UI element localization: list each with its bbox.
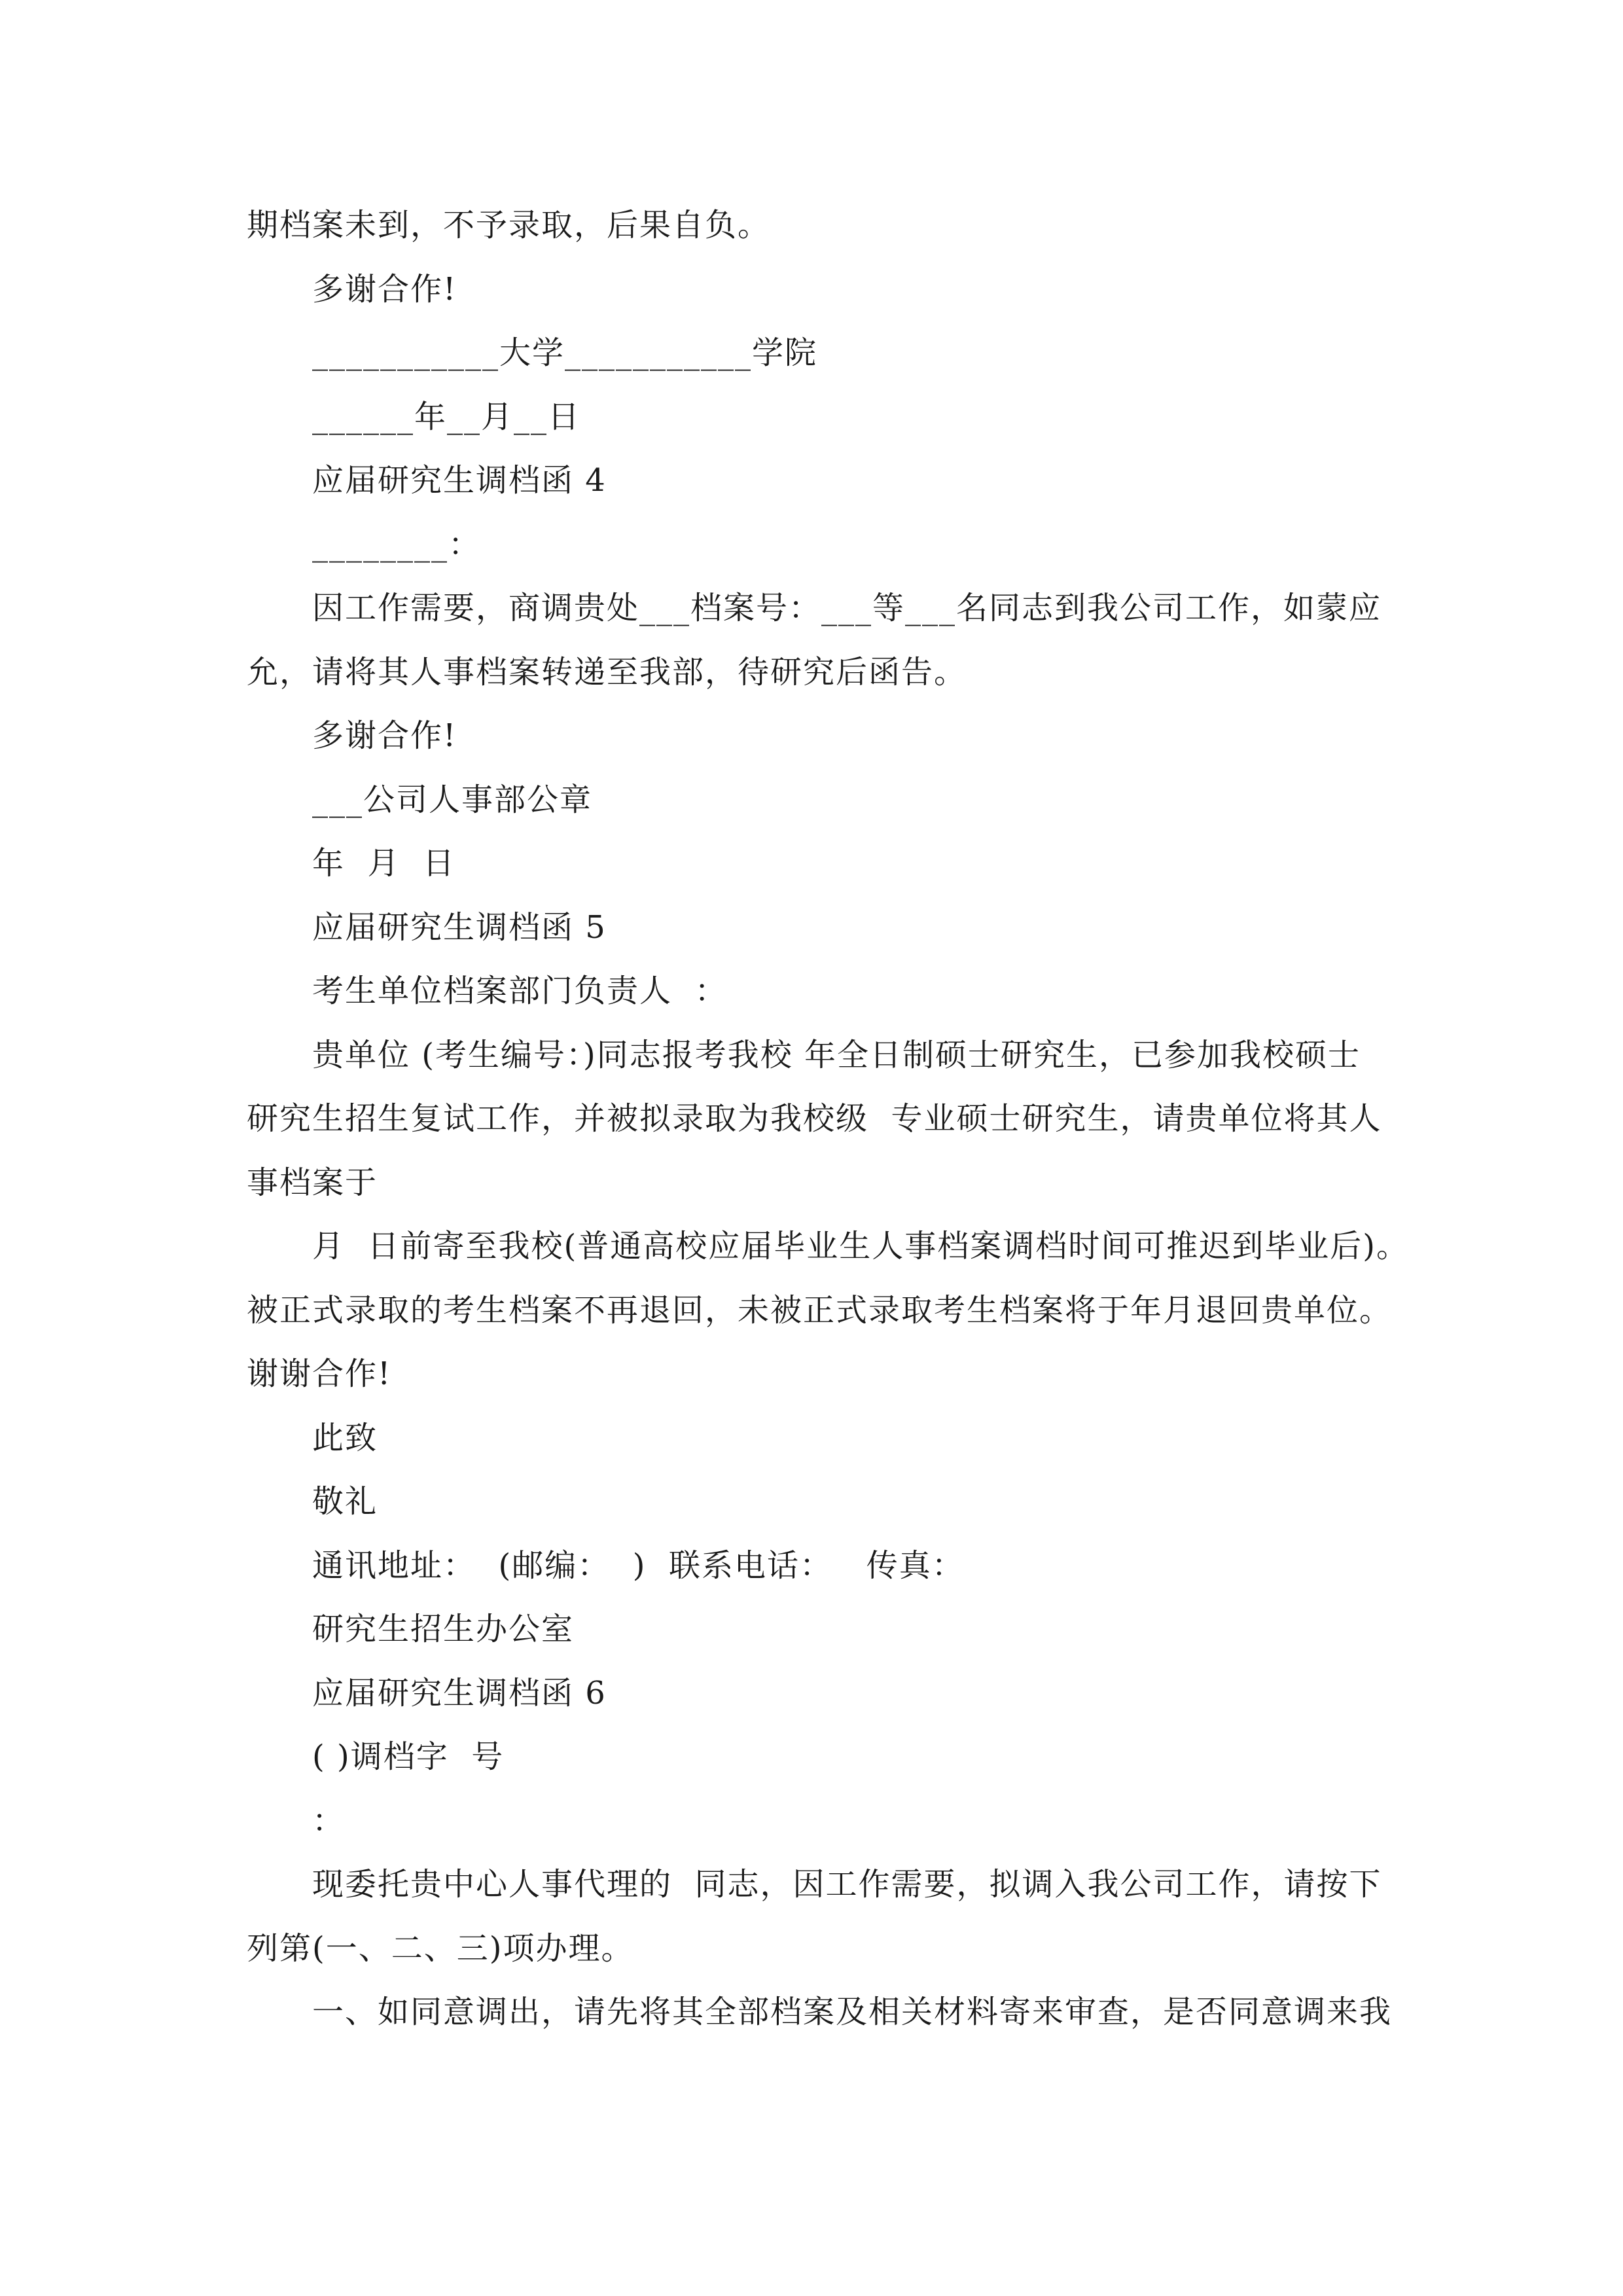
- text-line: 期档案未到，不予录取，后果自负。: [247, 207, 771, 243]
- text-line: 敬礼: [312, 1483, 378, 1520]
- text-line: 多谢合作!: [312, 717, 457, 754]
- text-line: ( )调档字 号: [312, 1738, 505, 1775]
- text-line: 通讯地址： (邮编： ) 联系电话： 传真：: [312, 1547, 965, 1584]
- text-line: 月 日前寄至我校(普通高校应届毕业生人事档案调档时间可推迟到毕业后)。: [312, 1228, 1409, 1265]
- text-line: 被正式录取的考生档案不再退回，未被正式录取考生档案将于年月退回贵单位。: [247, 1291, 1393, 1329]
- text-line: 研究生招生办公室: [312, 1611, 575, 1647]
- text-line: 研究生招生复试工作，并被拟录取为我校级 专业硕士研究生，请贵单位将其人: [247, 1100, 1382, 1137]
- text-line: 一、如同意调出，请先将其全部档案及相关材料寄来审查，是否同意调来我: [312, 1994, 1393, 2030]
- text-line: 年 月 日: [312, 845, 456, 882]
- text-line: 现委托贵中心人事代理的 同志，因工作需要，拟调入我公司工作，请按下: [312, 1866, 1382, 1903]
- text-line: 贵单位 (考生编号：)同志报考我校 年全日制硕士研究生，已参加我校硕士: [312, 1036, 1361, 1073]
- document-body: [247, 194, 1409, 2045]
- text-line: 谢谢合作!: [247, 1355, 392, 1392]
- section-title: 应届研究生调档函 4: [312, 462, 607, 499]
- text-line: 列第(一、二、三)项办理。: [247, 1929, 634, 1967]
- text-line: 允，请将其人事档案转递至我部，待研究后函告。: [247, 653, 967, 691]
- text-line: 因工作需要，商调贵处___档案号：___等___名同志到我公司工作，如蒙应: [312, 590, 1382, 626]
- section-title: 应届研究生调档函 6: [312, 1674, 607, 1712]
- section-title: 应届研究生调档函 5: [312, 908, 607, 946]
- text-line: ______年__月__日: [312, 398, 581, 435]
- text-line: ___公司人事部公章: [312, 781, 593, 818]
- text-line: ________：: [312, 526, 482, 563]
- text-line: ___________大学___________学院: [312, 334, 818, 371]
- text-line: 多谢合作!: [312, 270, 457, 308]
- text-line: 事档案于: [247, 1164, 378, 1201]
- text-line: ：: [312, 1802, 346, 1839]
- text-line: 考生单位档案部门负责人 ：: [312, 973, 728, 1009]
- text-line: 此致: [312, 1419, 378, 1456]
